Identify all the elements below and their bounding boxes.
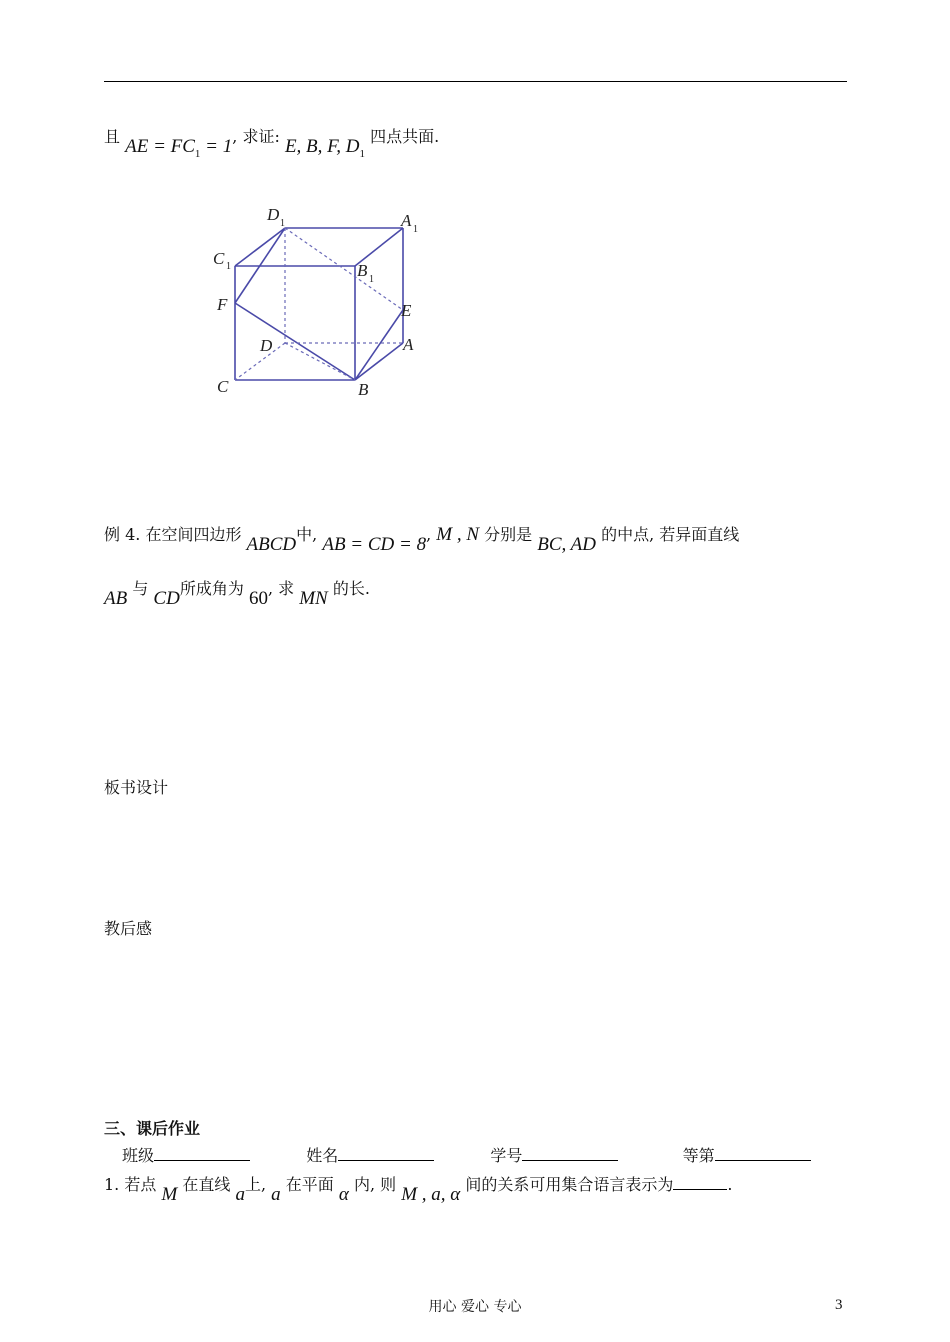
text-are: 分别是 — [484, 525, 533, 544]
math-points: E, B, F, $D_1$ — [284, 136, 366, 160]
math-ab: AB — [104, 588, 128, 609]
id-blank[interactable] — [522, 1146, 618, 1161]
period: . — [727, 1175, 733, 1194]
label-D: D — [260, 336, 273, 355]
math-m: M — [161, 1184, 178, 1205]
math-a2: a — [271, 1184, 281, 1205]
label-C: C — [217, 377, 229, 396]
math-alpha: α — [338, 1184, 349, 1205]
text-on-line: 在直线 — [182, 1175, 231, 1194]
math-abcd: ABCD — [246, 534, 297, 555]
text-q1: 1. 若点 — [104, 1175, 157, 1194]
math-bc-ad: BC, AD — [537, 534, 596, 555]
cube-figure — [205, 198, 435, 413]
svg-text:1: 1 — [369, 274, 374, 285]
text-intro: 且 — [104, 127, 121, 146]
math-mn: M , N — [436, 524, 480, 545]
homework-q1 — [104, 1172, 733, 1205]
reflection-heading: 教后感 — [104, 919, 153, 938]
text-mid: 中, — [296, 525, 318, 544]
problem3-condition-line — [104, 124, 440, 160]
page-number: 3 — [835, 1297, 843, 1313]
class-blank[interactable] — [154, 1146, 250, 1161]
label-E: E — [401, 301, 412, 320]
svg-text:1: 1 — [226, 261, 231, 272]
math-angle: 60 — [248, 588, 268, 609]
header-rule — [104, 81, 847, 82]
svg-text:1: 1 — [413, 224, 418, 235]
text-prove: 求证: — [242, 127, 280, 146]
name-blank[interactable] — [338, 1146, 434, 1161]
text-example4: 例 4. 在空间四边形 — [104, 525, 242, 544]
class-label: 班级 — [122, 1146, 155, 1165]
math-a: a — [235, 1184, 245, 1205]
text-angle: 所成角为 — [179, 579, 244, 598]
comma: , — [426, 525, 432, 544]
grade-label: 等第 — [682, 1146, 715, 1165]
label-F: F — [217, 295, 228, 314]
svg-text:1: 1 — [280, 218, 285, 229]
text-length: 的长. — [332, 579, 370, 598]
label-D1: D — [267, 205, 280, 224]
student-info-line — [122, 1143, 811, 1166]
name-label: 姓名 — [306, 1146, 339, 1165]
label-A: A — [403, 335, 414, 354]
label-C1: C — [213, 249, 225, 268]
text-coplanar: 四点共面. — [370, 127, 440, 146]
text-q1-tail: 间的关系可用集合语言表示为 — [465, 1175, 674, 1194]
footer-slogan: 用心 爱心 专心 — [428, 1299, 522, 1315]
text-with: 与 — [132, 579, 149, 598]
text-inside: 内, 则 — [353, 1175, 397, 1194]
math-condition: AE = $FC_1 = 1$ — [125, 136, 233, 160]
label-A1: A — [401, 211, 412, 230]
math-mn2: MN — [299, 588, 328, 609]
label-B1: B — [357, 261, 368, 280]
grade-blank[interactable] — [715, 1146, 811, 1161]
text-tail: 的中点, 若异面直线 — [601, 525, 740, 544]
comma: , — [232, 127, 238, 146]
text-find: , 求 — [267, 579, 295, 598]
label-B: B — [358, 380, 369, 399]
homework-title: 三、课后作业 — [104, 1119, 201, 1138]
math-vars: M , a, α — [401, 1184, 461, 1205]
example4-line2 — [104, 576, 370, 609]
text-in-plane: 在平面 — [285, 1175, 334, 1194]
id-label: 学号 — [490, 1146, 523, 1165]
math-cd: CD — [153, 588, 180, 609]
example4-line1 — [104, 522, 740, 555]
answer-blank[interactable] — [673, 1175, 727, 1190]
text-on: 上, — [244, 1175, 267, 1194]
board-design-heading: 板书设计 — [104, 778, 169, 797]
math-eq: AB = CD = 8 — [322, 534, 427, 555]
